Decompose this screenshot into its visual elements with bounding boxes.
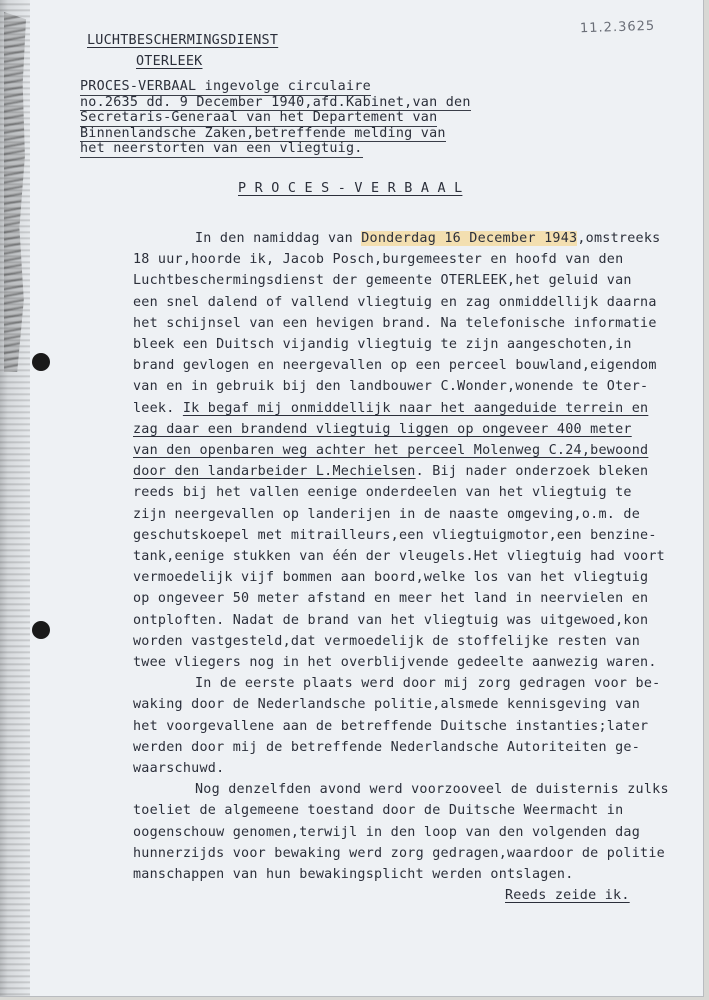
body-line: Luchtbeschermingsdienst der gemeente OTERLEEK,het geluid van [133, 273, 632, 289]
body-line: het voorgevallene aan de betreffende Duitsche instanties;later [133, 718, 649, 734]
body-line: toeliet de algemeene toestand door de Duitsche Weermacht in [133, 803, 624, 819]
subject-line-3: Secretaris-Generaal van het Departement van [80, 110, 438, 125]
body-line: bleek een Duitsch vijandig vliegtuig te zijn aangeschoten,in [133, 337, 632, 353]
body-line: ontploften. Nadat de brand van het vliegtuig was uitgewoed,kon [133, 612, 649, 628]
body-line: leek. Ik begaf mij onmiddellijk naar het aangeduide terrein en [133, 400, 649, 416]
punch-hole-bottom [32, 621, 50, 639]
body-line: reeds bij het vallen eenige onderdeelen van het vliegtuig te [133, 485, 632, 501]
highlighted-date: Donderdag 16 December 1943 [361, 231, 578, 246]
body-line: zijn neergevallen op landerijen in de naaste omgeving,o.m. de [133, 506, 641, 522]
body-line: door den landarbeider L.Mechielsen. Bij nader onderzoek bleken [133, 464, 649, 480]
subject-block [80, 80, 471, 158]
body-line: In den namiddag van Donderdag 16 December 1943,omstreeks [195, 231, 661, 246]
body-line: oogenschouw genomen,terwijl in den loop van den volgenden dag [133, 824, 641, 840]
scanned-binding-edge [0, 0, 30, 996]
body-line: Nog denzelfden avond werd voorzooveel de duisternis zulks [195, 782, 669, 798]
body-line: werden door mij de betreffende Nederlandsche Autoriteiten ge- [133, 739, 641, 755]
torn-edge-shadow [4, 12, 26, 372]
report-body [133, 228, 669, 907]
body-line: waarschuwd. [133, 761, 225, 777]
body-line: op ongeveer 50 meter afstand en meer het land in neervielen en [133, 591, 649, 607]
document-heading: P R O C E S - V E R B A A L [238, 181, 463, 196]
body-line: 18 uur,hoorde ik, Jacob Posch,burgemeester en hoofd van den [133, 252, 624, 268]
underlined-passage: Ik begaf mij onmiddellijk naar het aangeduide terrein en [182, 400, 649, 416]
body-line: vermoedelijk vijf bommen aan boord,welke los van het vliegtuig [133, 570, 649, 586]
org-name: LUCHTBESCHERMINGSDIENST [87, 33, 279, 48]
body-line: van en in gebruik bij den landbouwer C.Wonder,wonende te Oter- [133, 379, 649, 395]
body-line: worden vastgesteld,dat vermoedelijk de stoffelijke resten van [133, 633, 641, 649]
subject-line-2: no.2635 dd. 9 December 1940,afd.Kabinet,van den [80, 94, 471, 110]
underlined-passage: zag daar een brandend vliegtuig liggen op ongeveer 400 meter [133, 421, 632, 437]
archive-number: 11.2.3625 [579, 18, 656, 37]
underlined-passage: door den landarbeider L.Mechielsen [133, 464, 416, 480]
body-line: tank,eenige stukken van één der vleugels.Het vliegtuig had voort [133, 549, 665, 565]
body-line: manschappen van hun bewakingsplicht werden ontslagen. [133, 867, 574, 883]
punch-hole-top [32, 353, 50, 371]
underlined-passage: van den openbaren weg achter het perceel Molenweg C.24,bewoond [133, 443, 649, 459]
body-line: geschutskoepel met mitrailleurs,een vliegtuigmotor,een benzine- [133, 527, 657, 543]
place-name: OTERLEEK [136, 54, 203, 69]
subject-line-1: PROCES-VERBAAL ingevolge circulaire [80, 79, 371, 94]
body-line: waking door de Nederlandsche politie,alsmede kennisgeving van [133, 697, 641, 713]
subject-line-4: Binnenlandsche Zaken,betreffende melding van [80, 125, 446, 141]
body-line: een snel dalend of vallend vliegtuig en zag onmiddellijk daarna [133, 294, 657, 310]
body-line: het schijnsel van een hevigen brand. Na telefonische informatie [133, 315, 657, 331]
body-line: hunnerzijds voor bewaking werd zorg gedragen,waardoor de politie [133, 845, 665, 861]
body-line: twee vliegers nog in het overblijvende gedeelte aanwezig waren. [133, 655, 657, 671]
body-line: brand gevlogen en neergevallen op een perceel bouwland,eigendom [133, 358, 657, 374]
body-line: In de eerste plaats werd door mij zorg gedragen voor be- [195, 676, 661, 692]
closing-line: Reeds zeide ik. [505, 888, 630, 904]
subject-line-5: het neerstorten van een vliegtuig. [80, 141, 363, 156]
